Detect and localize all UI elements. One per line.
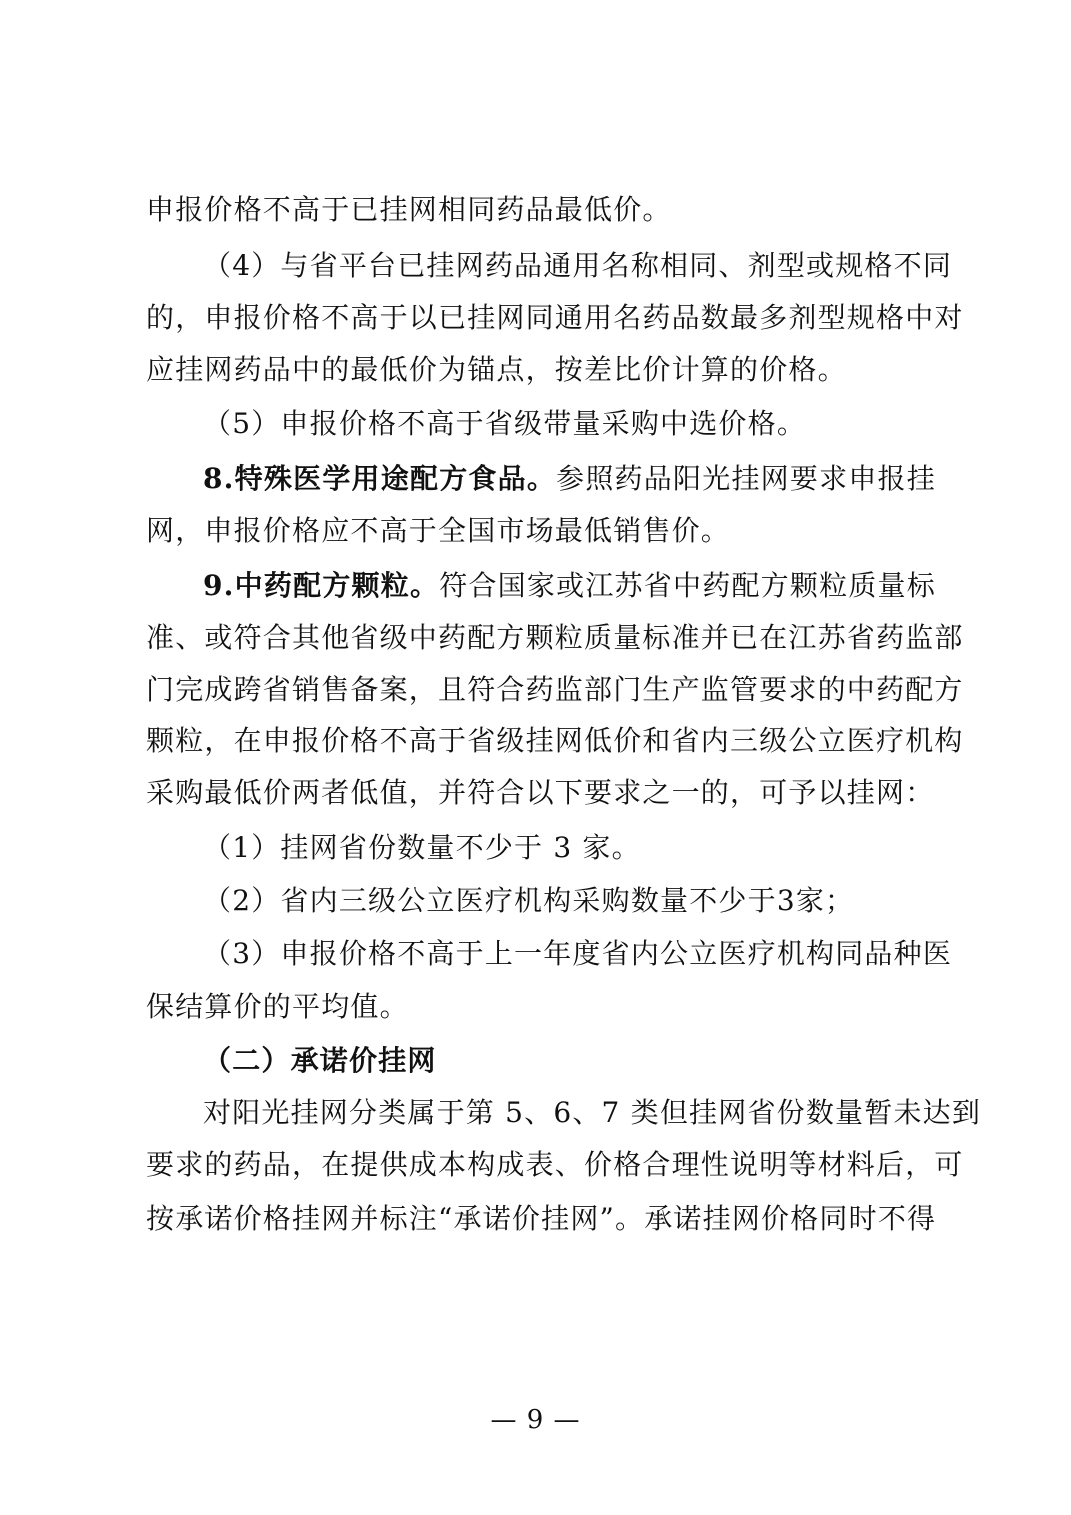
item-8-text: 参照药品阳光挂网要求申报挂 [556, 462, 936, 495]
section-heading: （二）承诺价挂网 [203, 1044, 437, 1077]
text-line: 要求的药品，在提供成本构成表、价格合理性说明等材料后，可 [146, 1148, 964, 1181]
item-8-heading: 8.特殊医学用途配方食品。 [203, 462, 557, 495]
item-9-heading: 9.中药配方颗粒。 [203, 569, 440, 602]
text-line: （2）省内三级公立医疗机构采购数量不少于3家； [203, 884, 855, 917]
text-line: 的，申报价格不高于以已挂网同通用名药品数最多剂型规格中对 [146, 301, 964, 334]
text-line: （4）与省平台已挂网药品通用名称相同、剂型或规格不同 [203, 249, 953, 282]
text-line: （3）申报价格不高于上一年度省内公立医疗机构同品种医 [203, 937, 953, 970]
text-line: 申报价格不高于已挂网相同药品最低价。 [146, 193, 672, 226]
text-line: 网，申报价格应不高于全国市场最低销售价。 [146, 514, 731, 547]
text-line: 准、或符合其他省级中药配方颗粒质量标准并已在江苏省药监部 [146, 621, 964, 654]
text-line: 按承诺价格挂网并标注“承诺价挂网”。承诺挂网价格同时不得 [146, 1202, 937, 1235]
text-line: 采购最低价两者低值，并符合以下要求之一的，可予以挂网： [146, 776, 935, 809]
text-line: 对阳光挂网分类属于第 5、6、7 类但挂网省份数量暂未达到 [203, 1096, 982, 1129]
text-line: （5）申报价格不高于省级带量采购中选价格。 [203, 407, 807, 440]
text-line: 颗粒，在申报价格不高于省级挂网低价和省内三级公立医疗机构 [146, 724, 964, 757]
page-number: — 9 — [490, 1405, 581, 1435]
item-8-line [203, 459, 936, 499]
item-9-line [203, 566, 936, 606]
text-line: （1）挂网省份数量不少于 3 家。 [203, 831, 641, 864]
text-line: 门完成跨省销售备案，且符合药监部门生产监管要求的中药配方 [146, 673, 964, 706]
text-line: 应挂网药品中的最低价为锚点，按差比价计算的价格。 [146, 353, 847, 386]
item-9-text: 符合国家或江苏省中药配方颗粒质量标 [439, 569, 936, 602]
text-line: 保结算价的平均值。 [146, 990, 409, 1023]
